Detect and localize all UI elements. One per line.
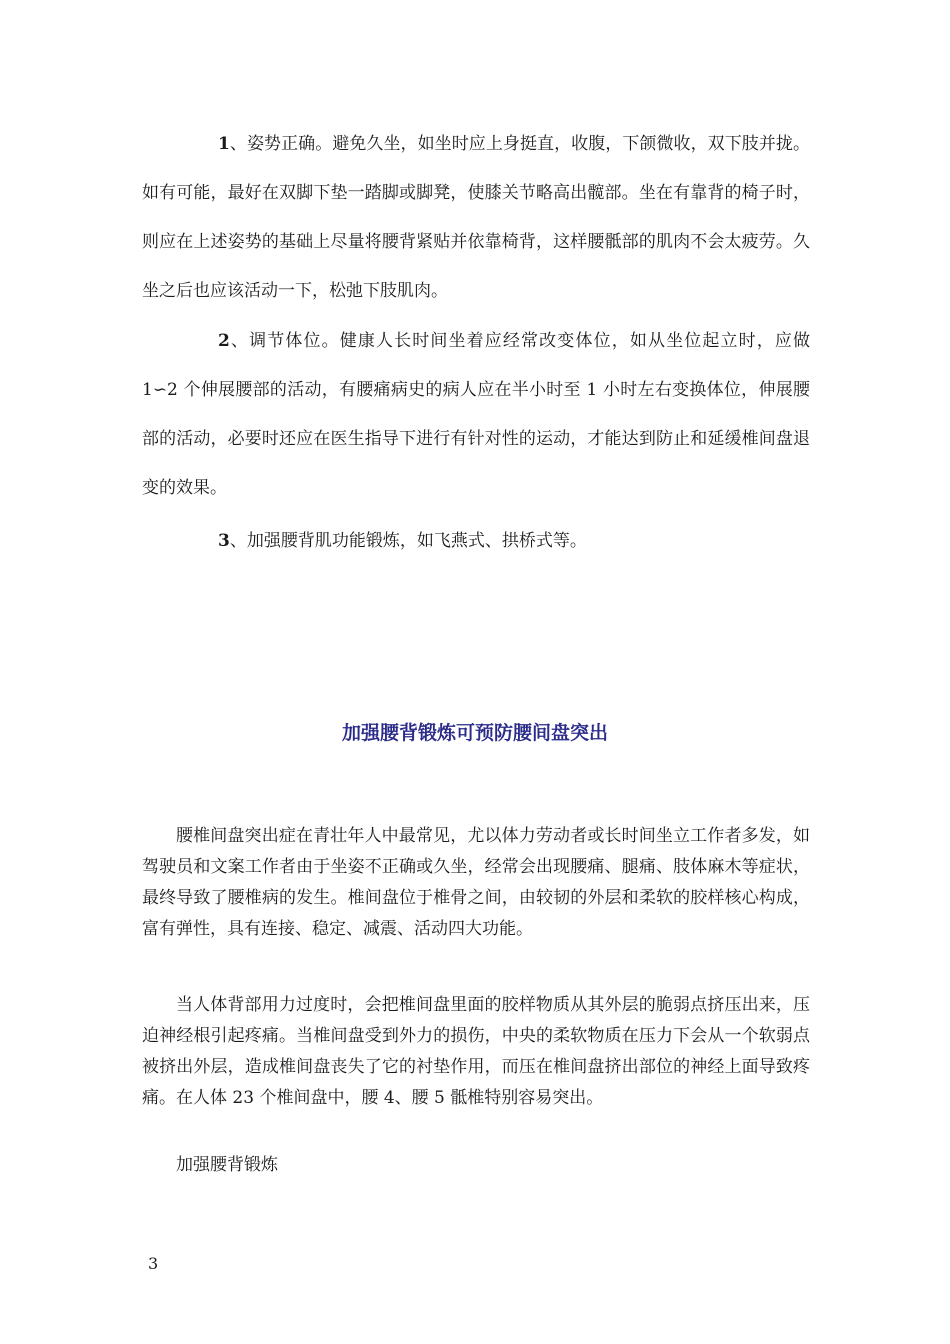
page-number: 3 [148,1254,159,1273]
list-number: 3 [218,531,230,551]
article-paragraph: 腰椎间盘突出症在青壮年人中最常见，尤以体力劳动者或长时间坐立工作者多发，如驾驶员和文案工作者由于坐姿不正确或久坐，经常会出现腰痛、腿痛、肢体麻木等症状，最终导致了腰椎病的发生。椎间盘位于椎骨之间，由较韧的外层和柔软的胶样核心构成，富有弹性，具有连接、稳定、减震、活动四大功能。 [142,826,810,939]
article-title: 加强腰背锻炼可预防腰间盘突出 [341,722,608,744]
list-number: 2 [218,331,230,351]
article-paragraph: 当人体背部用力过度时，会把椎间盘里面的胶样物质从其外层的脆弱点挤压出来，压迫神经根引起疼痛。当椎间盘受到外力的损伤，中央的柔软物质在压力下会从一个软弱点被挤出外层，造成椎间盘丧失了它的衬垫作用，而压在椎间盘挤出部位的神经上面导致疼痛。在人体 23 个椎间盘中，腰 4、腰 5 骶椎特别容易突出。 [142,995,810,1108]
list-item-adjust-position [142,317,810,513]
article-paragraph: 加强腰背锻炼 [176,1155,278,1175]
list-text: 、姿势正确。避免久坐，如坐时应上身挺直，收腹，下颌微收，双下肢并拢。如有可能，最好在双脚下垫一踏脚或脚凳，使膝关节略高出髋部。坐在有靠背的椅子时，则应在上述姿势的基础上尽量将腰背紧贴并依靠椅背，这样腰骶部的肌肉不会太疲劳。久坐之后也应该活动一下，松弛下肢肌肉。 [142,134,810,301]
list-item-posture [142,120,810,316]
list-item-exercise [142,517,810,566]
list-text: 、调节体位。健康人长时间坐着应经常改变体位，如从坐位起立时，应做 1∽2 个伸展腰部的活动，有腰痛病史的病人应在半小时至 1 小时左右变换体位，伸展腰部的活动，必要时还应在医生指导下进行有针对性的运动，才能达到防止和延缓椎间盘退变的效果。 [142,331,810,498]
list-number: 1 [218,134,230,154]
list-text: 、加强腰背肌功能锻炼，如飞燕式、拱桥式等。 [229,531,587,551]
